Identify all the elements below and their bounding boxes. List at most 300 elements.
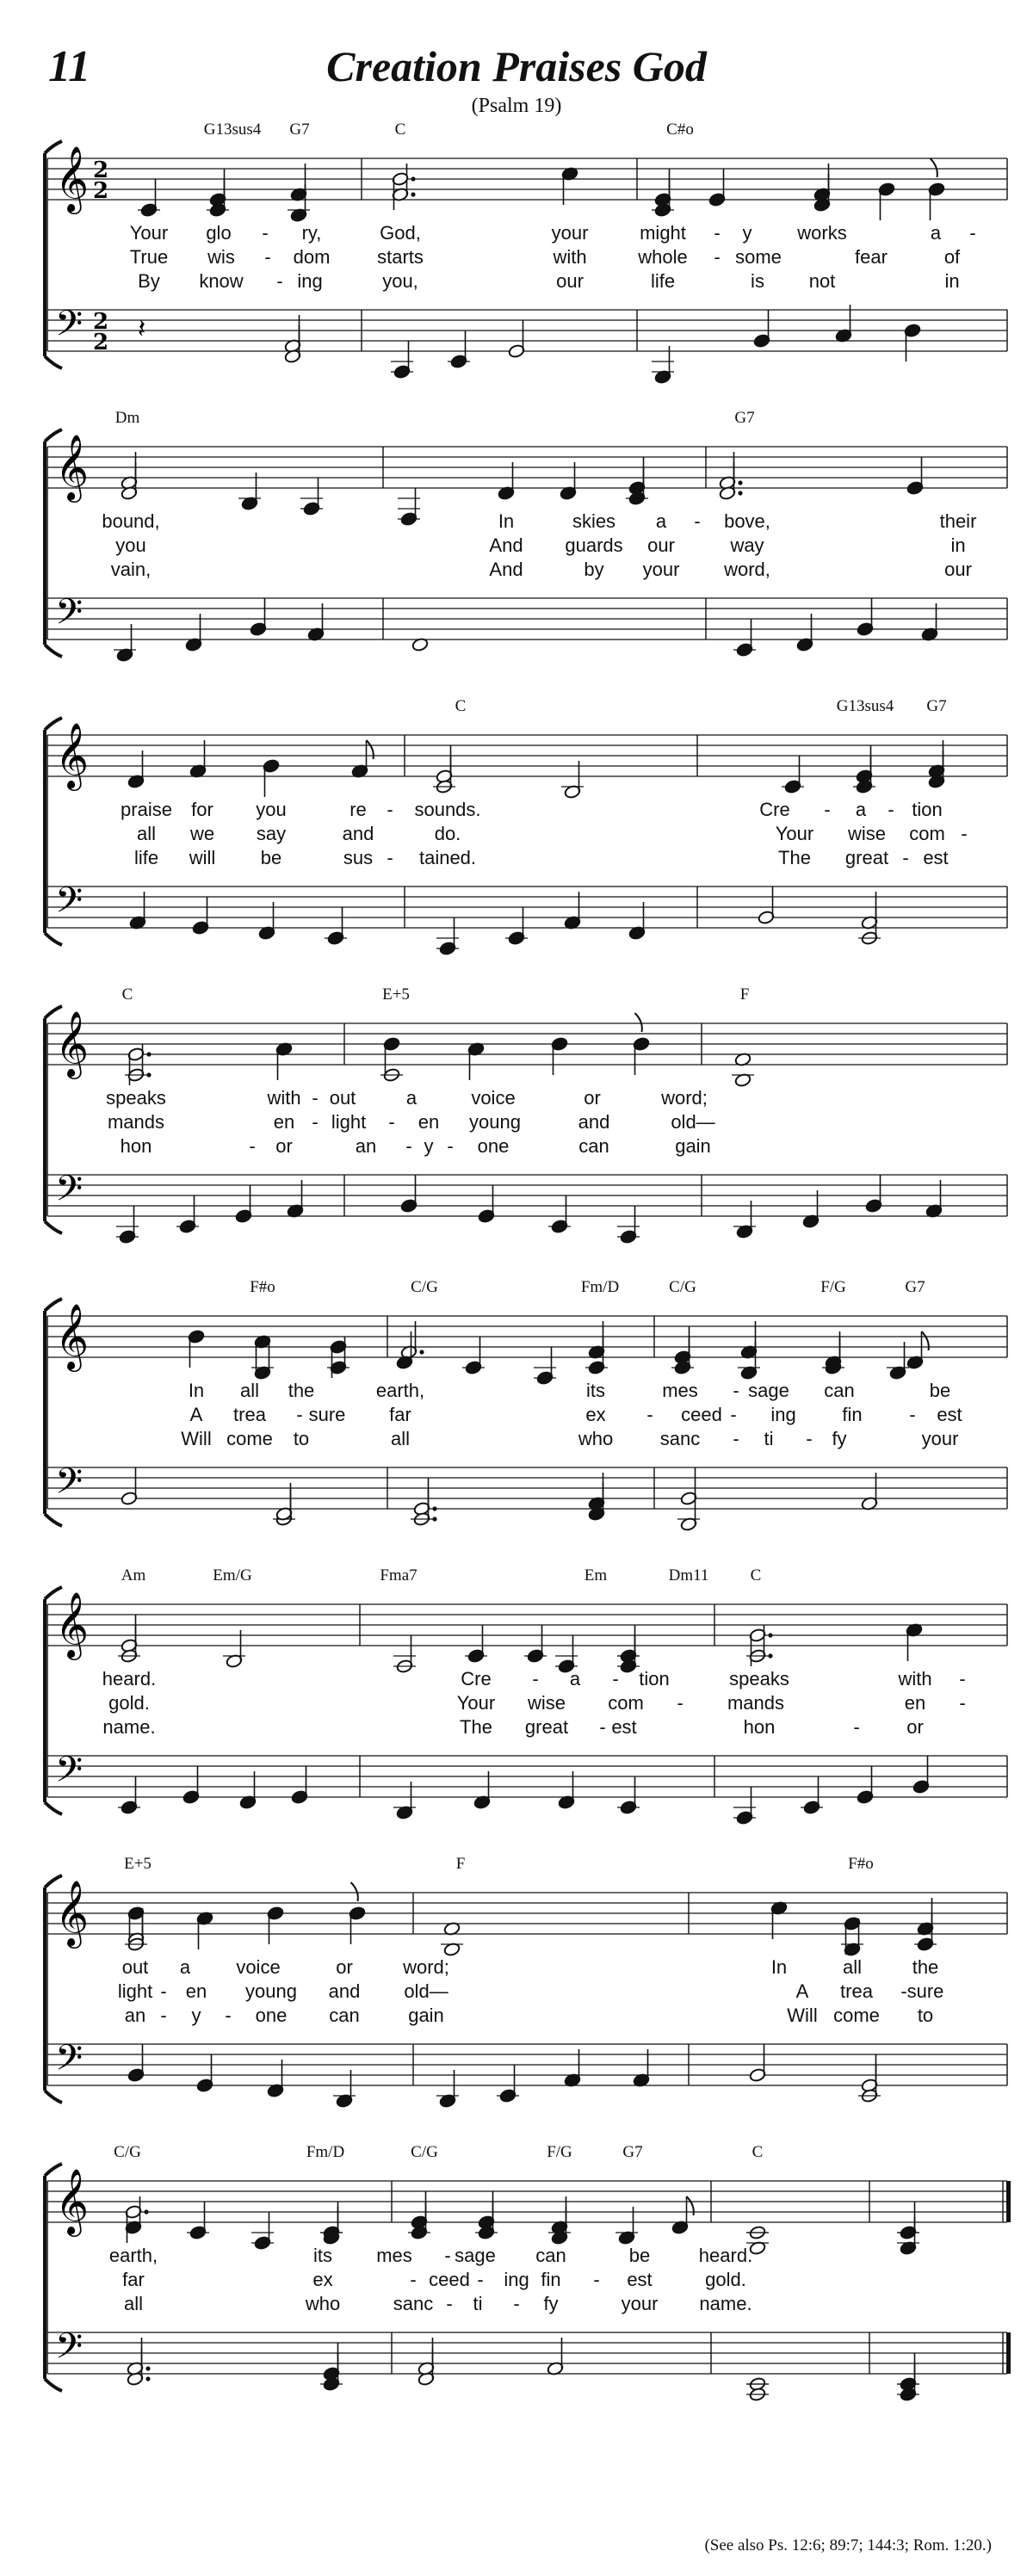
note (176, 1195, 199, 1234)
lyric-syllable: we (189, 823, 215, 844)
bass-clef-icon: 𝄢 (55, 303, 84, 353)
lyric-syllable: ex (312, 2269, 333, 2290)
note (497, 2065, 519, 2103)
lyric-syllable: fy (543, 2293, 559, 2314)
lyric-line-verse-1 (0, 2245, 1033, 2270)
lyric-syllable: mands (107, 1111, 165, 1133)
chord-symbol: G7 (734, 409, 755, 427)
music-system-5 (0, 1278, 1033, 1562)
lyric-syllable: Your (456, 1692, 496, 1714)
lyric-syllable: by (584, 559, 604, 580)
lyric-syllable: its (586, 1380, 605, 1401)
treble-clef-icon: 𝄞 (55, 1591, 90, 1658)
lyric-syllable: sage (748, 1380, 789, 1401)
note (733, 1201, 756, 1239)
chord-symbol: Em/G (213, 1566, 252, 1585)
lyric-syllable: its (313, 2245, 332, 2266)
lyric-syllable: in (950, 534, 966, 556)
lyric-syllable: a (655, 510, 667, 532)
chord-symbol: C (752, 2143, 764, 2161)
lyric-syllable: praise (121, 799, 172, 820)
lyric-syllable: and (342, 823, 374, 844)
lyric-syllable: tained. (418, 847, 477, 868)
lyric-syllable: Will (181, 1428, 212, 1449)
lyric-syllable: - (513, 2293, 520, 2314)
note (196, 1911, 213, 1949)
lyric-line-verse-2 (0, 534, 1033, 560)
note (258, 902, 275, 941)
lyric-syllable: est (923, 847, 949, 868)
chord-symbol: F/G (547, 2143, 572, 2161)
chord-symbol: E+5 (124, 1855, 152, 1873)
chord-symbol: C/G (669, 1278, 696, 1296)
lyric-syllable: great (524, 1716, 569, 1738)
note (857, 598, 874, 637)
lyric-syllable: to (917, 2005, 934, 2026)
note (551, 1036, 568, 1075)
lyric-syllable: you (115, 534, 146, 556)
lyric-syllable: a (569, 1668, 581, 1690)
lyric-syllable: dom (293, 246, 331, 268)
lyric-syllable: fy (832, 1428, 847, 1449)
time-signature: 2 (93, 309, 109, 335)
note (733, 1787, 756, 1825)
lyric-syllable: - (410, 2269, 417, 2290)
lyric-syllable: far (389, 1404, 411, 1425)
lyric-syllable: mes (662, 1380, 698, 1401)
lyric-syllable: Cre (461, 1668, 492, 1690)
lyric-syllable: sanc (393, 2293, 434, 2314)
note (121, 1467, 138, 1506)
lyric-line-verse-2 (0, 1980, 1033, 2006)
lyric-syllable: - (249, 1135, 256, 1157)
chord-symbol: F#o (250, 1278, 275, 1296)
lyric-syllable: say (256, 823, 287, 844)
lyric-syllable: their (939, 510, 977, 532)
lyric-line-verse-2 (0, 2269, 1033, 2295)
note (275, 1483, 293, 1522)
treble-staff (47, 158, 1007, 200)
lyric-syllable: en (418, 1111, 440, 1133)
note (436, 2070, 459, 2109)
lyric-syllable: far (122, 2269, 145, 2290)
chord-symbol: C (121, 985, 133, 1004)
lyric-syllable: - (714, 222, 721, 244)
note (865, 1175, 882, 1214)
treble-clef-icon: 𝄞 (55, 145, 90, 212)
bass-staff (47, 1175, 1007, 1216)
chord-symbol: Dm (114, 409, 140, 427)
note (127, 2338, 151, 2376)
treble-staff (47, 447, 1007, 488)
chord-symbol: F (739, 985, 750, 1004)
lyric-syllable: name. (699, 2293, 752, 2314)
note (418, 2338, 435, 2376)
note (114, 624, 136, 663)
note (349, 1882, 366, 1944)
lyric-syllable: en (185, 1980, 207, 2002)
note (238, 473, 261, 511)
lyric-syllable: a (855, 799, 867, 820)
lyric-syllable: or (906, 1716, 924, 1738)
lyric-line-verse-2 (0, 1692, 1033, 1718)
lyric-syllable: our (944, 559, 972, 580)
lyric-syllable: for (191, 799, 213, 820)
lyric-syllable: wis (207, 246, 235, 268)
chord-symbol: F (455, 1855, 466, 1873)
lyric-syllable: who (578, 1428, 614, 1449)
lyric-syllable: sure (906, 1980, 944, 2002)
note (223, 1630, 245, 1669)
lyric-syllable: - (444, 2245, 451, 2266)
note (185, 614, 202, 652)
note (524, 1625, 547, 1664)
note (138, 179, 160, 218)
lyric-syllable: might (640, 222, 686, 244)
chord-symbol: G7 (622, 2143, 643, 2161)
lyric-syllable: a (405, 1087, 418, 1109)
lyric-syllable: do. (434, 823, 461, 844)
note (564, 2049, 581, 2088)
lyric-syllable: com (909, 823, 945, 844)
lyric-syllable: - (296, 1404, 303, 1425)
note (250, 598, 267, 637)
lyric-syllable: The (460, 1716, 492, 1738)
lyric-syllable: Your (129, 222, 169, 244)
note (802, 1190, 820, 1229)
lyric-syllable: heard. (102, 1668, 157, 1690)
bass-clef-icon: 𝄢 (55, 2326, 84, 2375)
lyric-syllable: can (535, 2245, 566, 2266)
music-system-4 (0, 985, 1033, 1269)
lyric-syllable: young (469, 1111, 521, 1133)
lyric-syllable: - (714, 246, 721, 268)
lyric-syllable: The (778, 847, 811, 868)
lyric-syllable: - (909, 1404, 916, 1425)
lyric-syllable: bound, (102, 510, 160, 532)
lyric-syllable: or (584, 1087, 601, 1109)
lyric-syllable: - (900, 1980, 907, 2002)
lyric-syllable: - (160, 2005, 167, 2026)
lyric-syllable: - (612, 1668, 619, 1690)
lyric-syllable: - (888, 799, 894, 820)
note (413, 1478, 437, 1517)
lyric-syllable: or (275, 1135, 293, 1157)
lyric-syllable: life (650, 270, 676, 292)
lyric-syllable: sounds. (414, 799, 481, 820)
note (719, 452, 743, 491)
note (473, 1771, 491, 1810)
lyric-syllable: ing (504, 2269, 529, 2290)
lyric-syllable: will (189, 847, 216, 868)
lyric-syllable: speaks (729, 1668, 789, 1690)
lyric-syllable: can (329, 2005, 360, 2026)
lyric-syllable: - (694, 510, 701, 532)
chord-symbol: Fma7 (380, 1566, 418, 1585)
lyric-syllable: ceed (429, 2269, 470, 2290)
lyric-syllable: and (578, 1111, 610, 1133)
lyric-syllable: one (477, 1135, 510, 1157)
time-signature: 2 (93, 178, 109, 204)
lyric-syllable: out (329, 1087, 356, 1109)
lyric-syllable: - (387, 799, 393, 820)
lyric-syllable: who (305, 2293, 341, 2314)
music-system-2 (0, 409, 1033, 693)
lyric-syllable: - (969, 222, 976, 244)
chord-symbol: Fm/D (580, 1278, 620, 1296)
lyric-syllable: tion (912, 799, 943, 820)
lyric-syllable: your (621, 2293, 659, 2314)
lyric-syllable: name. (102, 1716, 156, 1738)
treble-clef-icon: 𝄞 (55, 722, 90, 788)
lyric-syllable: voice (236, 1956, 281, 1978)
lyric-syllable: tion (639, 1668, 670, 1690)
lyric-syllable: - (532, 1668, 539, 1690)
note (307, 603, 325, 642)
lyric-syllable: est (611, 1716, 637, 1738)
chord-symbol: Am (121, 1566, 146, 1585)
note (708, 169, 726, 207)
time-signature: 2 (93, 158, 109, 183)
lyric-syllable: ry, (301, 222, 322, 244)
lyric-line-verse-1 (0, 1668, 1033, 1694)
lyric-syllable: wise (847, 823, 887, 844)
lyric-syllable: way (730, 534, 764, 556)
lyric-syllable: with (267, 1087, 301, 1109)
lyric-syllable: bove, (724, 510, 770, 532)
note (263, 758, 280, 797)
lyric-line-verse-1 (0, 1956, 1033, 1982)
lyric-syllable: y (191, 2005, 201, 2026)
lyric-syllable: old— (671, 1111, 715, 1133)
lyric-line-verse-1 (0, 799, 1033, 825)
chord-symbol: C (750, 1566, 762, 1585)
lyric-syllable: come (226, 1428, 273, 1449)
bass-staff (47, 2332, 1007, 2374)
lyric-syllable: gold. (705, 2269, 746, 2290)
lyric-syllable: your (642, 559, 680, 580)
note (380, 1067, 403, 1082)
lyric-syllable: all (123, 2293, 144, 2314)
lyric-syllable: all (136, 823, 157, 844)
lyric-syllable: A (189, 1404, 203, 1425)
lyric-syllable: the (912, 1956, 939, 1978)
lyric-syllable: - (599, 1716, 606, 1738)
note (822, 1337, 844, 1375)
lyric-line-verse-1 (0, 222, 1033, 248)
note (196, 2054, 213, 2093)
note (925, 1180, 943, 1219)
note (320, 2207, 343, 2246)
lyric-syllable: gain (408, 2005, 444, 2026)
lyric-syllable: A (795, 1980, 809, 2002)
lyric-line-verse-3 (0, 2293, 1033, 2319)
note (127, 2044, 145, 2083)
lyric-syllable: guards (565, 534, 623, 556)
note (436, 917, 459, 956)
hymn-title: Creation Praises God (326, 42, 707, 90)
lyric-syllable: - (730, 1404, 737, 1425)
note (652, 346, 674, 385)
lyric-syllable: ti (764, 1428, 774, 1449)
note (239, 1771, 257, 1810)
bass-staff (47, 2044, 1007, 2085)
note (267, 1906, 284, 1944)
lyric-syllable: est (627, 2269, 653, 2290)
note (749, 2044, 766, 2083)
lyric-syllable: - (264, 246, 271, 268)
lyric-syllable: young (245, 1980, 297, 2002)
note (906, 1622, 923, 1661)
chord-symbol: Dm11 (668, 1566, 709, 1585)
lyric-syllable: voice (471, 1087, 516, 1109)
lyric-syllable: - (824, 799, 831, 820)
note (753, 310, 770, 349)
lyric-syllable: all (390, 1428, 411, 1449)
note (273, 1488, 295, 1527)
lyric-syllable: light (117, 1980, 153, 2002)
hymn-number: 11 (48, 42, 91, 91)
lyric-syllable: Your (775, 823, 814, 844)
lyric-syllable: be (260, 847, 282, 868)
note (906, 1331, 929, 1370)
note (796, 614, 813, 652)
note (291, 1766, 308, 1805)
lyric-syllable: - (446, 2293, 453, 2314)
treble-staff (47, 1604, 1007, 1646)
lyric-syllable: our (556, 270, 584, 292)
note (897, 2202, 919, 2240)
lyric-syllable: ing (770, 1404, 796, 1425)
note (558, 1771, 575, 1810)
lyric-syllable: glo (206, 222, 232, 244)
lyric-syllable: In (188, 1380, 205, 1401)
lyric-syllable: - (959, 1692, 966, 1714)
note (127, 751, 145, 789)
lyric-line-verse-3 (0, 1716, 1033, 1742)
lyric-syllable: - (593, 2269, 600, 2290)
lyric-syllable: to (293, 1428, 310, 1449)
lyric-syllable: By (138, 270, 160, 292)
bass-staff (47, 310, 1007, 351)
lyric-syllable: ing (297, 270, 323, 292)
note (129, 892, 146, 930)
bass-clef-icon: 𝄢 (55, 591, 84, 641)
treble-clef-icon: 𝄞 (55, 1880, 90, 1946)
lyric-syllable: starts (377, 246, 424, 268)
note (561, 761, 584, 800)
chord-symbol: C/G (411, 2143, 438, 2161)
lyric-syllable: skies (572, 510, 616, 532)
lyric-syllable: out (121, 1956, 149, 1978)
lyric-syllable: and (328, 1980, 361, 2002)
lyric-syllable: you, (382, 270, 418, 292)
bass-clef-icon: 𝄢 (55, 2037, 84, 2087)
lyric-syllable: our (647, 534, 675, 556)
lyric-syllable: - (733, 1428, 739, 1449)
lyric-syllable: great (844, 847, 889, 868)
quarter-rest-icon: 𝄽 (138, 314, 146, 344)
lyric-syllable: an (355, 1135, 377, 1157)
lyric-syllable: an (124, 2005, 146, 2026)
note (671, 2196, 694, 2235)
lyric-syllable: gold. (108, 1692, 150, 1714)
note (275, 1041, 293, 1080)
lyric-syllable: trea (840, 1980, 873, 2002)
lyric-syllable: all (239, 1380, 260, 1401)
note (462, 1337, 485, 1375)
music-system-8 (0, 2143, 1033, 2427)
lyric-syllable: with (898, 1668, 932, 1690)
chord-symbol: G13sus4 (203, 120, 262, 139)
lyric-line-verse-3 (0, 270, 1033, 296)
note (287, 1180, 304, 1219)
lyric-syllable: - (961, 823, 968, 844)
note (921, 603, 938, 642)
lyric-syllable: sage (455, 2245, 496, 2266)
lyric-syllable: - (733, 1380, 739, 1401)
lyric-syllable: a (930, 222, 942, 244)
lyric-syllable: True (129, 246, 169, 268)
lyric-syllable: in (944, 270, 960, 292)
chord-symbol: C#o (666, 120, 694, 139)
treble-clef-icon: 𝄞 (55, 1010, 90, 1077)
note (351, 740, 374, 779)
lyric-syllable: ti (473, 2293, 483, 2314)
music-system-3 (0, 697, 1033, 981)
lyric-syllable: In (498, 510, 515, 532)
lyric-syllable: - (853, 1716, 860, 1738)
note (912, 1756, 930, 1795)
note (801, 1776, 823, 1815)
lyric-line-verse-3 (0, 2005, 1033, 2030)
lyric-syllable: can (578, 1135, 609, 1157)
treble-staff (47, 1893, 1007, 1934)
lyric-syllable: vain, (110, 559, 152, 580)
note (508, 320, 525, 359)
note (235, 1185, 252, 1224)
lyric-syllable: - (312, 1087, 319, 1109)
chord-symbol: G7 (926, 697, 947, 715)
note (857, 1766, 874, 1805)
lyric-syllable: y (424, 1135, 434, 1157)
lyric-syllable: earth, (375, 1380, 425, 1401)
lyric-syllable: heard. (698, 2245, 753, 2266)
lyric-syllable: ex (585, 1404, 606, 1425)
note (617, 1206, 640, 1245)
lyric-syllable: en (273, 1111, 295, 1133)
note (325, 907, 347, 946)
note (733, 619, 756, 658)
treble-clef-icon: 𝄞 (55, 1303, 90, 1369)
note (448, 330, 470, 369)
lyric-syllable: speaks (106, 1087, 166, 1109)
lyric-syllable: works (797, 222, 847, 244)
note (267, 2060, 284, 2098)
note (561, 166, 578, 205)
lyric-syllable: mes (376, 2245, 412, 2266)
note (188, 1329, 205, 1368)
lyric-syllable: y (742, 222, 752, 244)
bass-clef-icon: 𝄢 (55, 1749, 84, 1799)
chord-symbol: F/G (820, 1278, 846, 1296)
lyric-syllable: old— (404, 1980, 448, 2002)
lyric-line-verse-2 (0, 1404, 1033, 1430)
lyric-syllable: - (276, 270, 283, 292)
note (290, 164, 307, 202)
lyric-syllable: life (133, 847, 159, 868)
lyric-syllable: whole (638, 246, 688, 268)
